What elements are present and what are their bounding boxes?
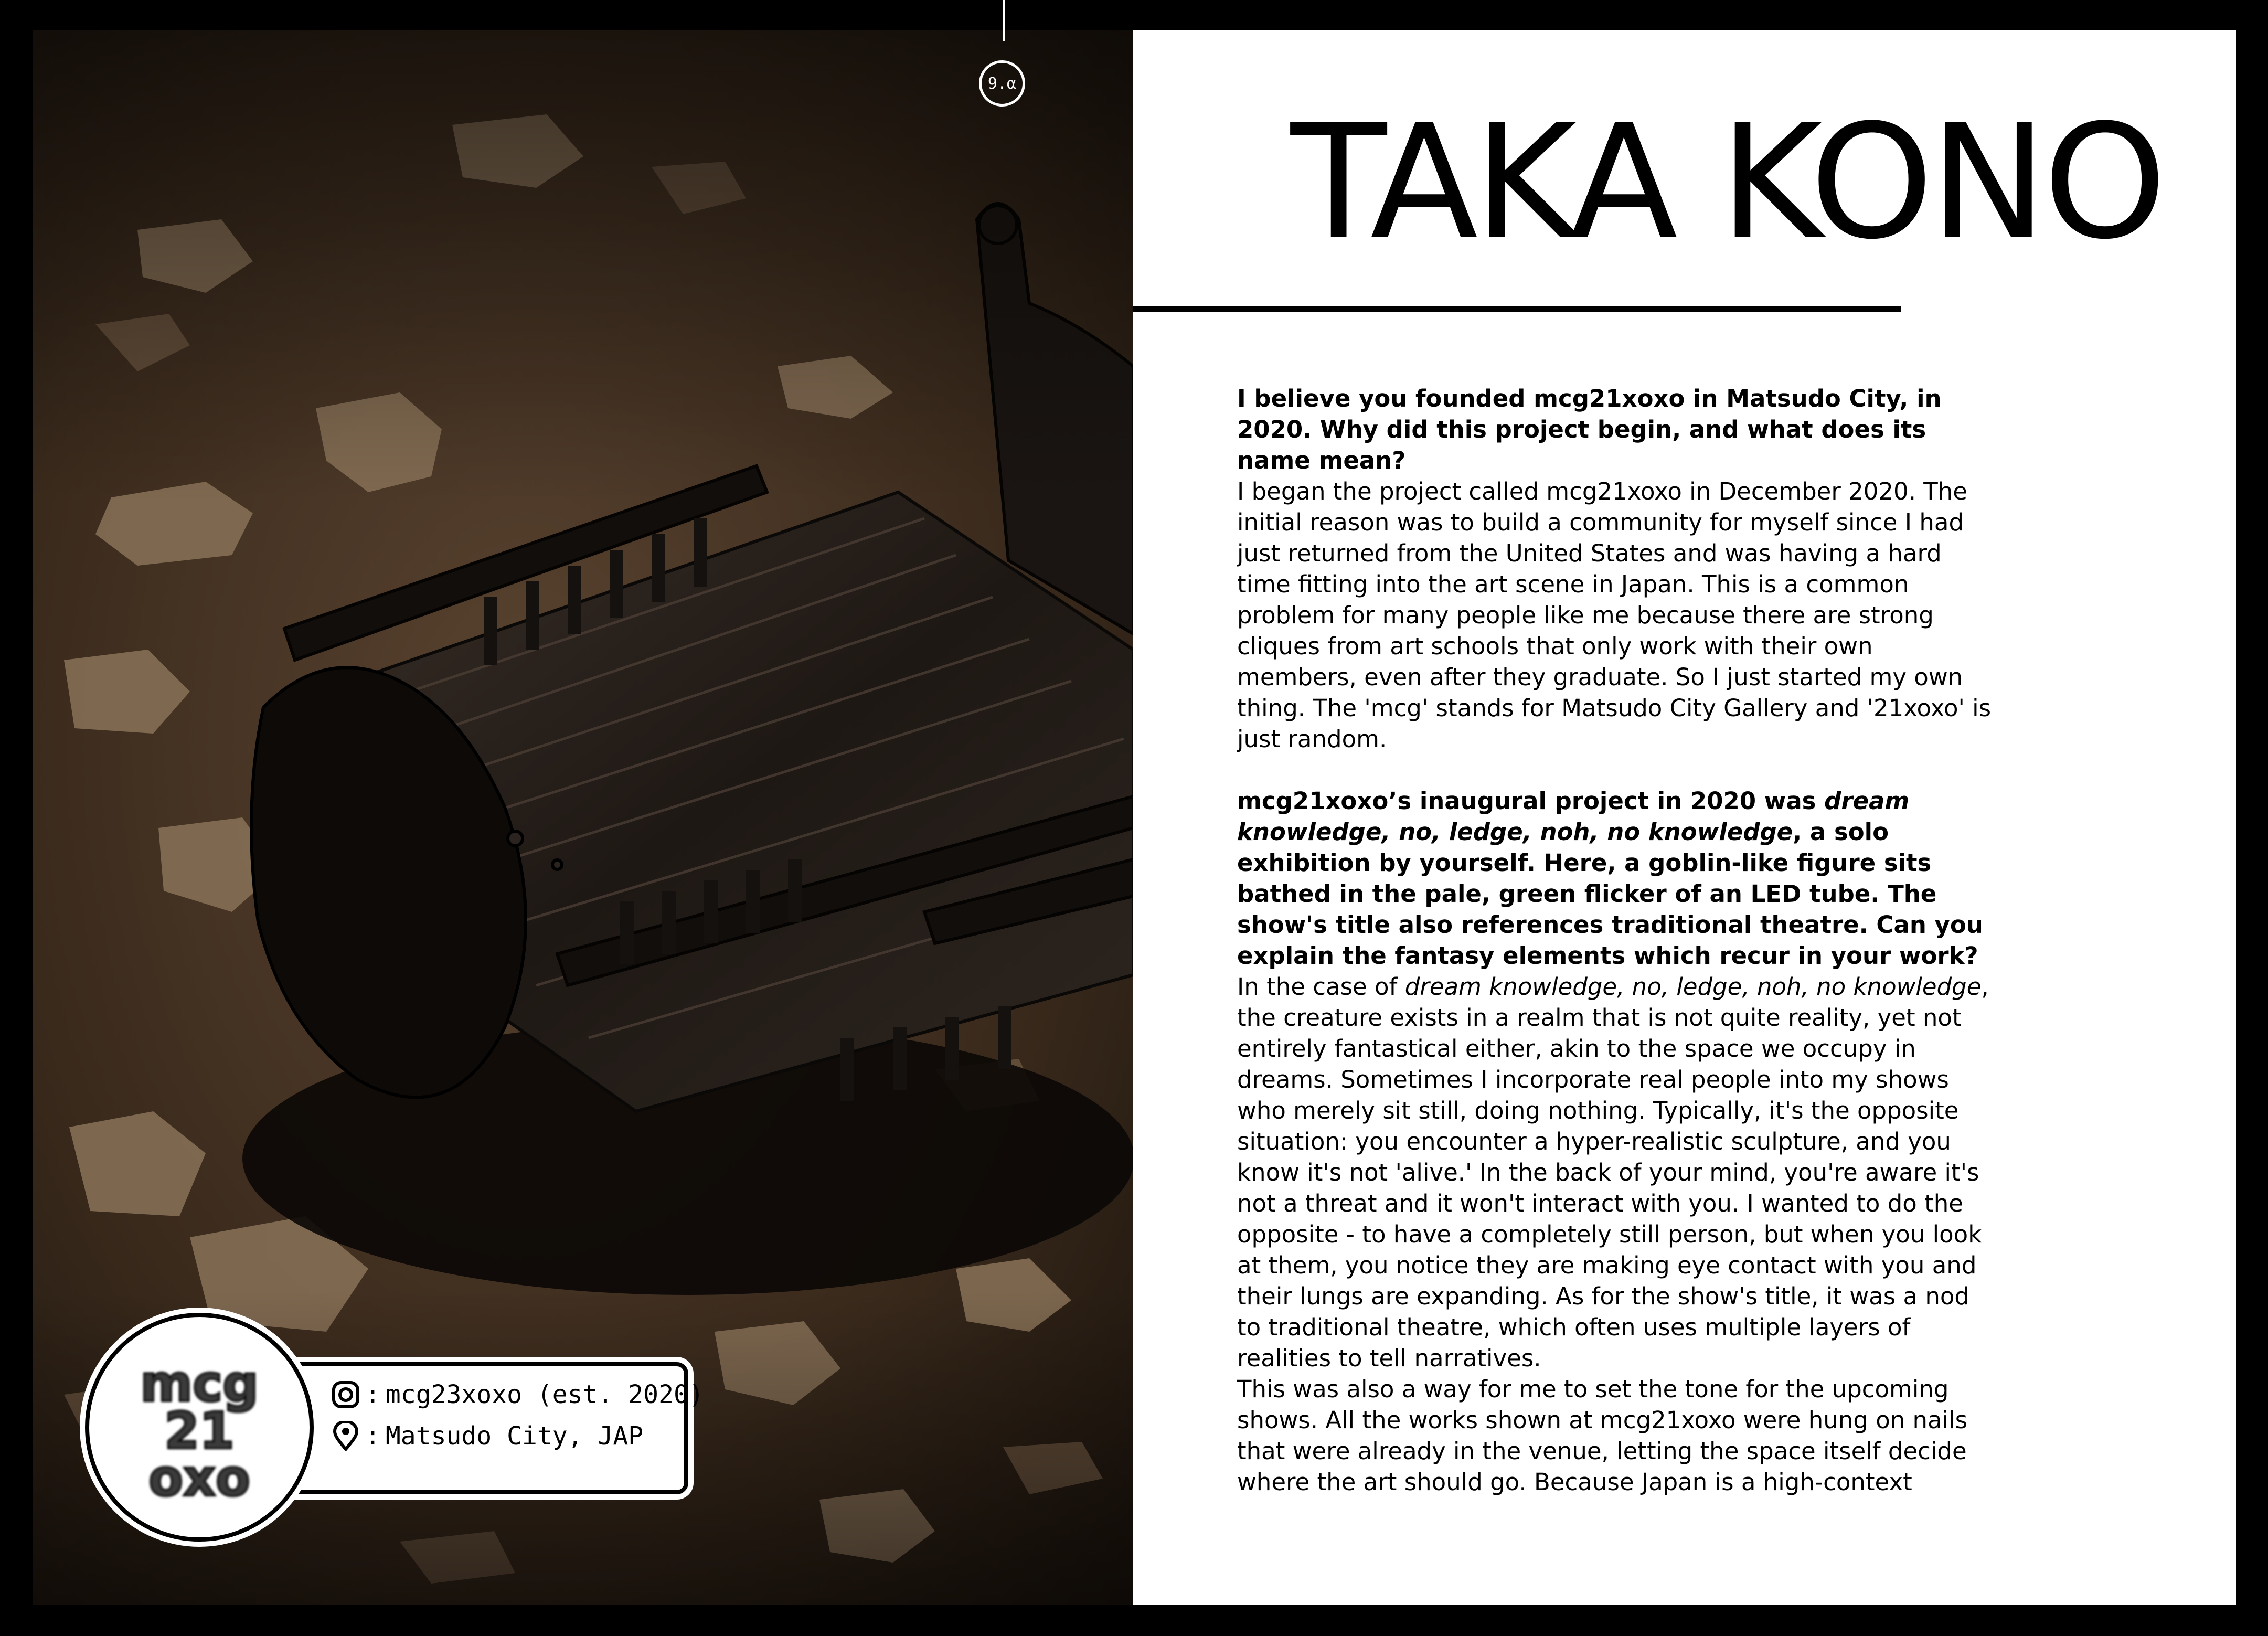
- interview-body: [1237, 383, 1993, 1497]
- instagram-colon: :: [365, 1380, 380, 1409]
- instagram-handle[interactable]: mcg23xoxo (est. 2020): [385, 1380, 704, 1409]
- location-row: [332, 1421, 643, 1451]
- page-marker-stem: [1003, 0, 1005, 41]
- interview-column: [1133, 30, 2236, 1605]
- answer-1: I began the project called mcg21xoxo in December 2020. The initial reason was to build a community for myself since I had just returned from the United States and was having a hard time fitting into the art scene in Japan. This is a common problem for many people like me because there are strong cliques from art schools that only work with their own members, even after they graduate. So I just started my own thing. The 'mcg' stands for Matsudo City Gallery and '21xoxo' is just random.: [1237, 477, 1992, 753]
- instagram-icon: [332, 1380, 360, 1409]
- answer-2: [1237, 971, 1993, 1374]
- answer-3: This was also a way for me to set the tone for the upcoming shows. All the works shown at mcg21xoxo were hung on nails that were already in the venue, letting the space itself decide where the art should go. Because Japan is a high-context: [1237, 1375, 1968, 1496]
- question-1: I believe you founded mcg21xoxo in Matsudo City, in 2020. Why did this project begin, and what does its name mean?: [1237, 385, 1942, 474]
- location-value: Matsudo City, JAP: [385, 1421, 644, 1451]
- instagram-row: [332, 1380, 704, 1409]
- question-2-rest: , a solo exhibition by yourself. Here, a goblin-like figure sits bathed in the pale, green flicker of an LED tube. The show's title also references traditional theatre. Can you explain the fantasy elements which recur in your work?: [1237, 818, 1983, 970]
- gallery-logo-badge: [85, 1313, 314, 1542]
- logo-line-1: mcg: [140, 1354, 259, 1413]
- title-underline: [1133, 306, 1901, 312]
- answer-2-lead: In the case of: [1237, 973, 1405, 1001]
- question-2-show-title: dream knowledge, no, ledge, noh, no knowledge: [1237, 787, 1910, 846]
- paragraph-gap: [1237, 755, 1993, 785]
- logo-line-2: 21: [164, 1401, 235, 1460]
- artist-name-title: TAKA KONO: [1291, 91, 2163, 274]
- question-2-lead: mcg21xoxo’s inaugural project in 2020 was: [1237, 787, 1825, 815]
- answer-2-rest: , the creature exists in a realm that is not quite reality, yet not entirely fantastical either, akin to the space we occupy in dreams. Sometimes I incorporate real people into my shows who merely sit still, doing nothing. Typically, it's the opposite situation: you encounter a hyper-realistic sculpture, and you know it's not 'alive.' In the back of your mind, you're aware it's not a threat and it won't interact with you. I wanted to do the opposite - to have a completely still person, but when you look at them, you notice they are making eye contact with you and their lungs are expanding. As for the show's title, it was a nod to traditional theatre, which often uses multiple layers of realities to tell narratives.: [1237, 973, 1989, 1372]
- page-marker: 9.α: [979, 60, 1025, 107]
- mcg-logo: [121, 1348, 278, 1506]
- answer-2-show-title: dream knowledge, no, ledge, noh, no knowledge: [1404, 973, 1982, 1001]
- location-colon: :: [365, 1421, 380, 1451]
- location-pin-icon: [332, 1421, 360, 1451]
- question-2: [1237, 785, 1993, 971]
- logo-line-3: oxo: [148, 1449, 250, 1506]
